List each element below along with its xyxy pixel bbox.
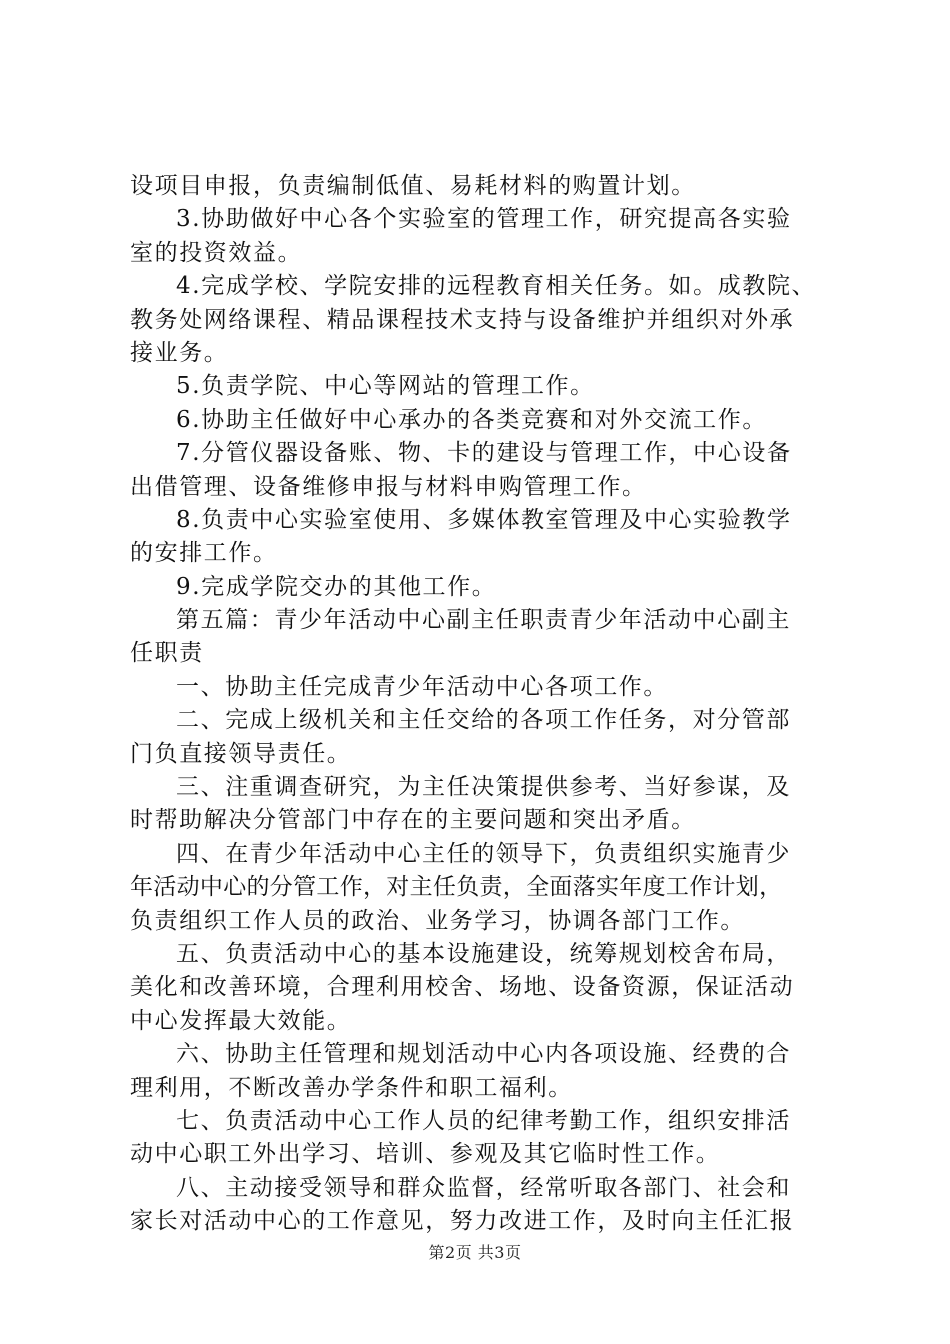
document-body	[130, 170, 830, 1239]
text-line: 门负直接领导责任。	[130, 740, 352, 767]
text-line: 八、主动接受领导和群众监督，经常听取各部门、社会和	[176, 1174, 791, 1201]
text-line: 任职责	[130, 640, 204, 667]
text-line: 接业务。	[130, 339, 229, 366]
text-line: 一、协助主任完成青少年活动中心各项工作。	[176, 673, 668, 700]
text-line: 6.协助主任做好中心承办的各类竞赛和对外交流工作。	[176, 406, 767, 433]
text-line: 家长对活动中心的工作意见，努力改进工作，及时向主任汇报	[130, 1208, 795, 1235]
text-line: 7.分管仪器设备账、物、卡的建设与管理工作，中心设备	[176, 440, 792, 467]
text-line: 教务处网络课程、精品课程技术支持与设备维护并组织对外承	[130, 306, 795, 333]
text-line: 出借管理、设备维修申报与材料申购管理工作。	[130, 473, 647, 500]
text-line: 动中心职工外出学习、培训、参观及其它临时性工作。	[130, 1141, 721, 1168]
text-line: 四、在青少年活动中心主任的领导下，负责组织实施青少	[176, 840, 791, 867]
text-line: 五、负责活动中心的基本设施建设，统筹规划校舍布局，	[176, 940, 791, 967]
text-line: 美化和改善环境，合理利用校舍、场地、设备资源，保证活动	[130, 974, 795, 1001]
text-line: 七、负责活动中心工作人员的纪律考勤工作，组织安排活	[176, 1107, 791, 1134]
text-line: 4.完成学校、学院安排的远程教育相关任务。如。成教院、	[176, 273, 817, 300]
text-line: 时帮助解决分管部门中存在的主要问题和突出矛盾。	[130, 807, 696, 834]
text-line: 负责组织工作人员的政治、业务学习，协调各部门工作。	[130, 907, 745, 934]
text-line: 3.协助做好中心各个实验室的管理工作，研究提高各实验	[176, 206, 792, 233]
text-line: 5.负责学院、中心等网站的管理工作。	[176, 373, 595, 400]
text-line: 设项目申报，负责编制低值、易耗材料的购置计划。	[130, 173, 696, 199]
page-number-footer: 第2页 共3页	[428, 1243, 522, 1262]
text-line: 9.完成学院交办的其他工作。	[176, 573, 497, 600]
text-line: 中心发挥最大效能。	[130, 1007, 352, 1034]
text-line: 二、完成上级机关和主任交给的各项工作任务，对分管部	[176, 707, 791, 734]
text-line: 理利用，不断改善办学条件和职工福利。	[130, 1074, 573, 1101]
text-line: 室的投资效益。	[130, 239, 303, 266]
text-line: 三、注重调查研究，为主任决策提供参考、当好参谋，及	[176, 774, 791, 801]
text-line: 年活动中心的分管工作，对主任负责，全面落实年度工作计划，	[130, 874, 783, 901]
text-line: 的安排工作。	[130, 540, 278, 567]
text-line: 六、协助主任管理和规划活动中心内各项设施、经费的合	[176, 1041, 791, 1068]
text-line: 第五篇：青少年活动中心副主任职责青少年活动中心副主	[176, 607, 791, 634]
text-line: 8.负责中心实验室使用、多媒体教室管理及中心实验教学	[176, 506, 792, 533]
